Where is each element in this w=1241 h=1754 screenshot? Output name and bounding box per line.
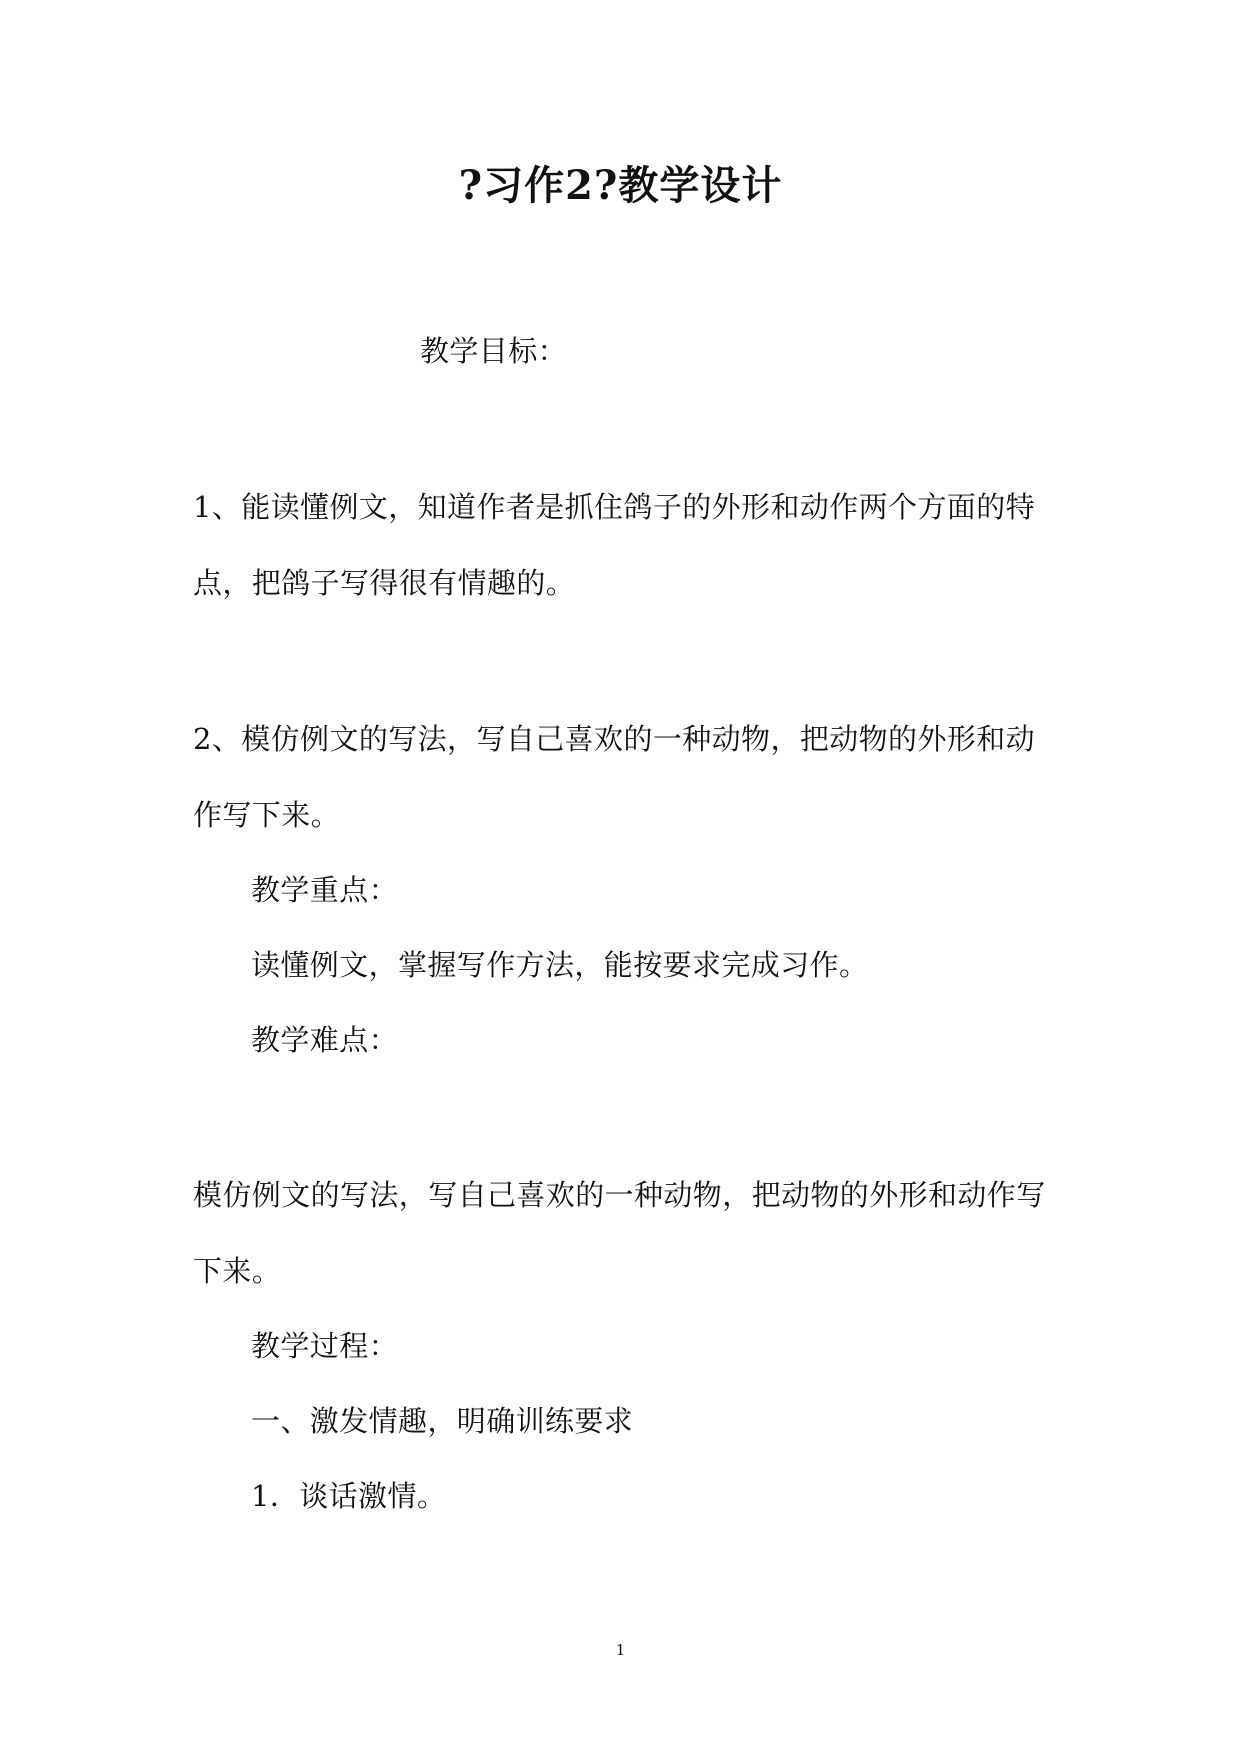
process-heading: 教学过程： <box>251 1329 399 1363</box>
step-1-text: 1．谈话激情。 <box>251 1479 447 1513</box>
objective-1-line-1: 1、能读懂例文，知道作者是抓住鸽子的外形和动作两个方面的特 <box>193 490 1036 524</box>
difficulty-text-line-1: 模仿例文的写法，写自己喜欢的一种动物，把动物的外形和动作写 <box>193 1178 1046 1212</box>
page-number: 1 <box>615 1641 626 1659</box>
objectives-heading: 教学目标： <box>420 334 568 368</box>
key-point-heading: 教学重点： <box>251 873 399 907</box>
difficulty-text-line-2: 下来。 <box>193 1254 282 1288</box>
objective-1-line-2: 点，把鸽子写得很有情趣的。 <box>193 566 576 600</box>
document-title: ?习作2?教学设计 <box>458 162 783 209</box>
key-point-text: 读懂例文，掌握写作方法，能按要求完成习作。 <box>251 948 869 982</box>
difficulty-heading: 教学难点： <box>251 1023 399 1057</box>
objective-2-line-1: 2、模仿例文的写法，写自己喜欢的一种动物，把动物的外形和动 <box>193 722 1036 756</box>
objective-2-line-2: 作写下来。 <box>193 798 341 832</box>
section-1-heading: 一、激发情趣，明确训练要求 <box>251 1404 634 1438</box>
